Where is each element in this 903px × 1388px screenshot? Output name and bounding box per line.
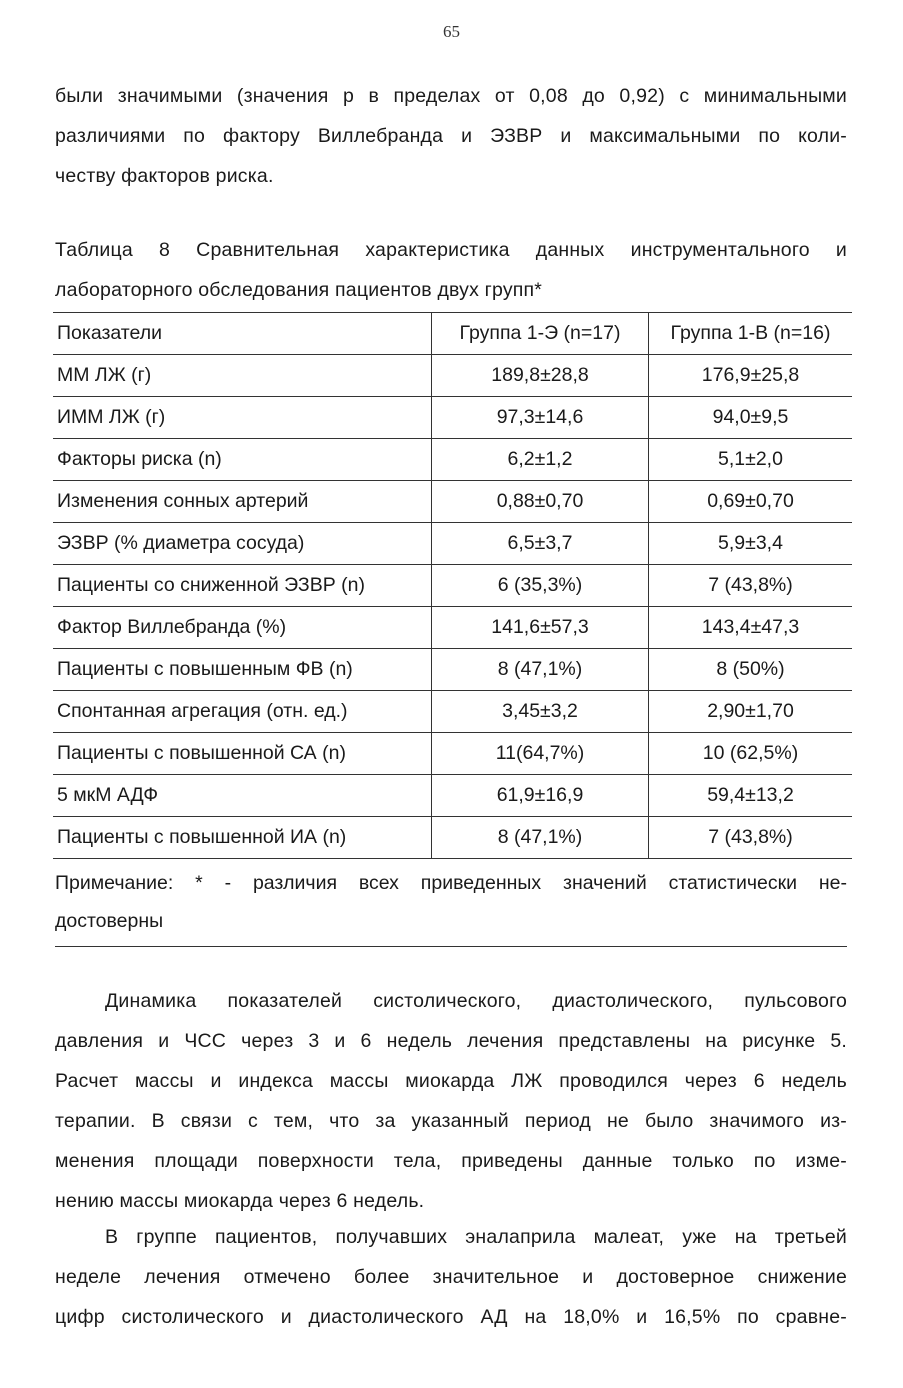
page-number: 65 [443, 22, 460, 41]
row-group-1v-value: 0,69±0,70 [649, 481, 853, 523]
caption-line: лабораторного обследования пациентов двух групп* [55, 279, 543, 301]
row-indicator: Фактор Виллебранда (%) [53, 607, 432, 649]
group-paragraph [55, 1217, 847, 1337]
group-line: В группе пациентов, получавших эналаприла малеат, уже на третьей [105, 1226, 847, 1248]
group-line: цифр систолического и диастолического АД на 18,0% и 16,5% по сравне- [55, 1306, 847, 1328]
dynamics-line: давления и ЧСС через 3 и 6 недель лечения представлены на рисунке 5. [55, 1030, 847, 1052]
row-indicator: Пациенты с повышенной СА (n) [53, 733, 432, 775]
dynamics-line: нению массы миокарда через 6 недель. [55, 1190, 425, 1212]
intro-paragraph [55, 76, 847, 196]
row-group-1e-value: 6,2±1,2 [432, 439, 649, 481]
dynamics-line: менения площади поверхности тела, приведены данные только по изме- [55, 1150, 847, 1172]
table-row [53, 397, 852, 439]
table-row [53, 733, 852, 775]
row-group-1v-value: 10 (62,5%) [649, 733, 853, 775]
row-group-1e-value: 11(64,7%) [432, 733, 649, 775]
row-group-1v-value: 8 (50%) [649, 649, 853, 691]
table-row [53, 775, 852, 817]
dynamics-line: Расчет массы и индекса массы миокарда ЛЖ проводился через 6 недель [55, 1070, 847, 1092]
row-indicator: ЭЗВР (% диаметра сосуда) [53, 523, 432, 565]
row-group-1e-value: 141,6±57,3 [432, 607, 649, 649]
table-row [53, 439, 852, 481]
table-row [53, 481, 852, 523]
row-group-1v-value: 5,9±3,4 [649, 523, 853, 565]
dynamics-line: Динамика показателей систолического, диастолического, пульсового [105, 990, 847, 1012]
table-note [55, 864, 847, 947]
row-group-1e-value: 6,5±3,7 [432, 523, 649, 565]
row-indicator: ИММ ЛЖ (г) [53, 397, 432, 439]
row-group-1e-value: 6 (35,3%) [432, 565, 649, 607]
row-indicator: Спонтанная агрегация (отн. ед.) [53, 691, 432, 733]
header-indicator: Показатели [53, 313, 432, 355]
group-line: неделе лечения отмечено более значительное и достоверное снижение [55, 1266, 847, 1288]
intro-line: были значимыми (значения р в пределах от 0,08 до 0,92) с минимальными [55, 85, 847, 107]
table-row [53, 523, 852, 565]
row-group-1e-value: 3,45±3,2 [432, 691, 649, 733]
note-line: Примечание: * - различия всех приведенных значений статистически не- [55, 872, 847, 894]
row-group-1e-value: 97,3±14,6 [432, 397, 649, 439]
table-row [53, 691, 852, 733]
row-indicator: Пациенты с повышенным ФВ (n) [53, 649, 432, 691]
table-row [53, 355, 852, 397]
row-group-1v-value: 7 (43,8%) [649, 565, 853, 607]
dynamics-line: терапии. В связи с тем, что за указанный период не было значимого из- [55, 1110, 847, 1132]
table-caption [55, 230, 847, 310]
row-indicator: Изменения сонных артерий [53, 481, 432, 523]
row-group-1e-value: 8 (47,1%) [432, 817, 649, 859]
row-group-1v-value: 94,0±9,5 [649, 397, 853, 439]
row-indicator: Факторы риска (n) [53, 439, 432, 481]
row-group-1v-value: 7 (43,8%) [649, 817, 853, 859]
row-indicator: Пациенты со сниженной ЭЗВР (n) [53, 565, 432, 607]
intro-line: честву факторов риска. [55, 165, 274, 187]
row-group-1e-value: 0,88±0,70 [432, 481, 649, 523]
header-group-1e: Группа 1-Э (n=17) [432, 313, 649, 355]
row-indicator: 5 мкМ АДФ [53, 775, 432, 817]
note-line: достоверны [55, 910, 164, 932]
row-group-1v-value: 143,4±47,3 [649, 607, 853, 649]
intro-line: различиями по фактору Виллебранда и ЭЗВР и максимальными по коли- [55, 125, 847, 147]
comparison-table [53, 312, 852, 859]
caption-line: Таблица 8 Сравнительная характеристика данных инструментального и [55, 239, 847, 261]
table-row [53, 649, 852, 691]
header-group-1v: Группа 1-В (n=16) [649, 313, 853, 355]
row-group-1e-value: 189,8±28,8 [432, 355, 649, 397]
table-header-row [53, 313, 852, 355]
row-group-1v-value: 59,4±13,2 [649, 775, 853, 817]
row-group-1e-value: 61,9±16,9 [432, 775, 649, 817]
table-row [53, 607, 852, 649]
table-row [53, 565, 852, 607]
dynamics-paragraph [55, 981, 847, 1221]
row-group-1v-value: 2,90±1,70 [649, 691, 853, 733]
row-group-1e-value: 8 (47,1%) [432, 649, 649, 691]
row-group-1v-value: 176,9±25,8 [649, 355, 853, 397]
row-indicator: Пациенты с повышенной ИА (n) [53, 817, 432, 859]
row-group-1v-value: 5,1±2,0 [649, 439, 853, 481]
table-row [53, 817, 852, 859]
row-indicator: ММ ЛЖ (г) [53, 355, 432, 397]
